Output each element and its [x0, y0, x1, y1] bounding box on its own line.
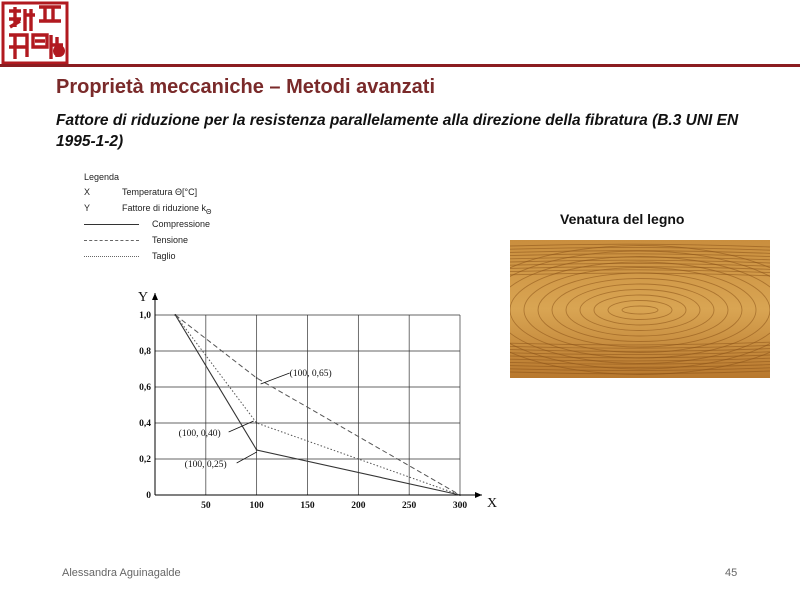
- legend-x-desc: Temperatura Θ[°C]: [122, 187, 198, 197]
- annotation-leader-0: [261, 373, 290, 384]
- annotation-leader-2: [237, 452, 257, 463]
- legend-y-desc-sub: Θ: [206, 208, 212, 216]
- annotation-label-2: (100, 0,25): [184, 460, 227, 470]
- slide-title: Proprietà meccaniche – Metodi avanzati: [56, 76, 436, 98]
- legend-shear-label: Taglio: [152, 251, 176, 261]
- x-tick-label-50: 50: [201, 501, 211, 511]
- series-point-tensione-1: [256, 377, 258, 379]
- legend-tension-label: Tensione: [152, 235, 189, 245]
- x-tick-label-300: 300: [452, 501, 468, 511]
- footer-author: Alessandra Aguinagalde: [62, 567, 181, 579]
- series-point-taglio-2: [459, 494, 461, 496]
- annotation-label-0: (100, 0,65): [289, 369, 332, 379]
- legend-title: Legenda: [84, 172, 120, 182]
- y-tick-label-1: 0,4: [139, 419, 151, 429]
- y-axis-arrow: [152, 293, 158, 300]
- series-point-taglio-1: [256, 422, 258, 424]
- legend-compression-swatch: [84, 224, 139, 225]
- x-tick-label-100: 100: [249, 501, 264, 511]
- series-point-compressione-1: [256, 449, 258, 451]
- series-point-taglio-0: [174, 314, 176, 316]
- header-accent-bar: [0, 64, 800, 67]
- red-seal-logo-icon: [1, 1, 69, 65]
- slide-subtitle: Fattore di riduzione per la resistenza parallelamente alla direzione della fibratura (B.3 UNI EN 1995-1-2): [56, 112, 739, 150]
- legend-y-desc: Fattore di riduzione k: [122, 203, 207, 213]
- legend-y-key: Y: [84, 203, 91, 213]
- chart-ticks: [138, 290, 497, 511]
- y-tick-label-3: 0,8: [139, 347, 151, 357]
- legend-y-desc-wrap: [122, 203, 212, 216]
- wood-grain-caption: Venatura del legno: [560, 211, 685, 227]
- x-tick-label-200: 200: [351, 501, 366, 511]
- legend-compression-label: Compressione: [152, 219, 211, 229]
- origin-label: 0: [146, 491, 151, 501]
- y-tick-label-2: 0,6: [139, 383, 151, 393]
- legend-x-key: X: [84, 187, 91, 197]
- legend-shear-swatch: [84, 256, 139, 257]
- y-tick-label-0: 0,2: [139, 455, 151, 465]
- x-axis-label: X: [487, 496, 498, 511]
- x-axis-arrow: [475, 492, 482, 498]
- chart-annotations: [179, 368, 332, 470]
- x-tick-label-150: 150: [300, 501, 315, 511]
- legend-tension-swatch: [84, 240, 139, 241]
- y-tick-label-4: 1,0: [139, 311, 151, 321]
- wood-grain-image: [510, 240, 770, 378]
- reduction-factor-chart: [130, 280, 510, 515]
- page-number: 45: [725, 567, 738, 579]
- y-axis-label: Y: [137, 290, 149, 305]
- annotation-label-1: (100, 0,40): [178, 429, 221, 439]
- x-tick-label-250: 250: [402, 501, 417, 511]
